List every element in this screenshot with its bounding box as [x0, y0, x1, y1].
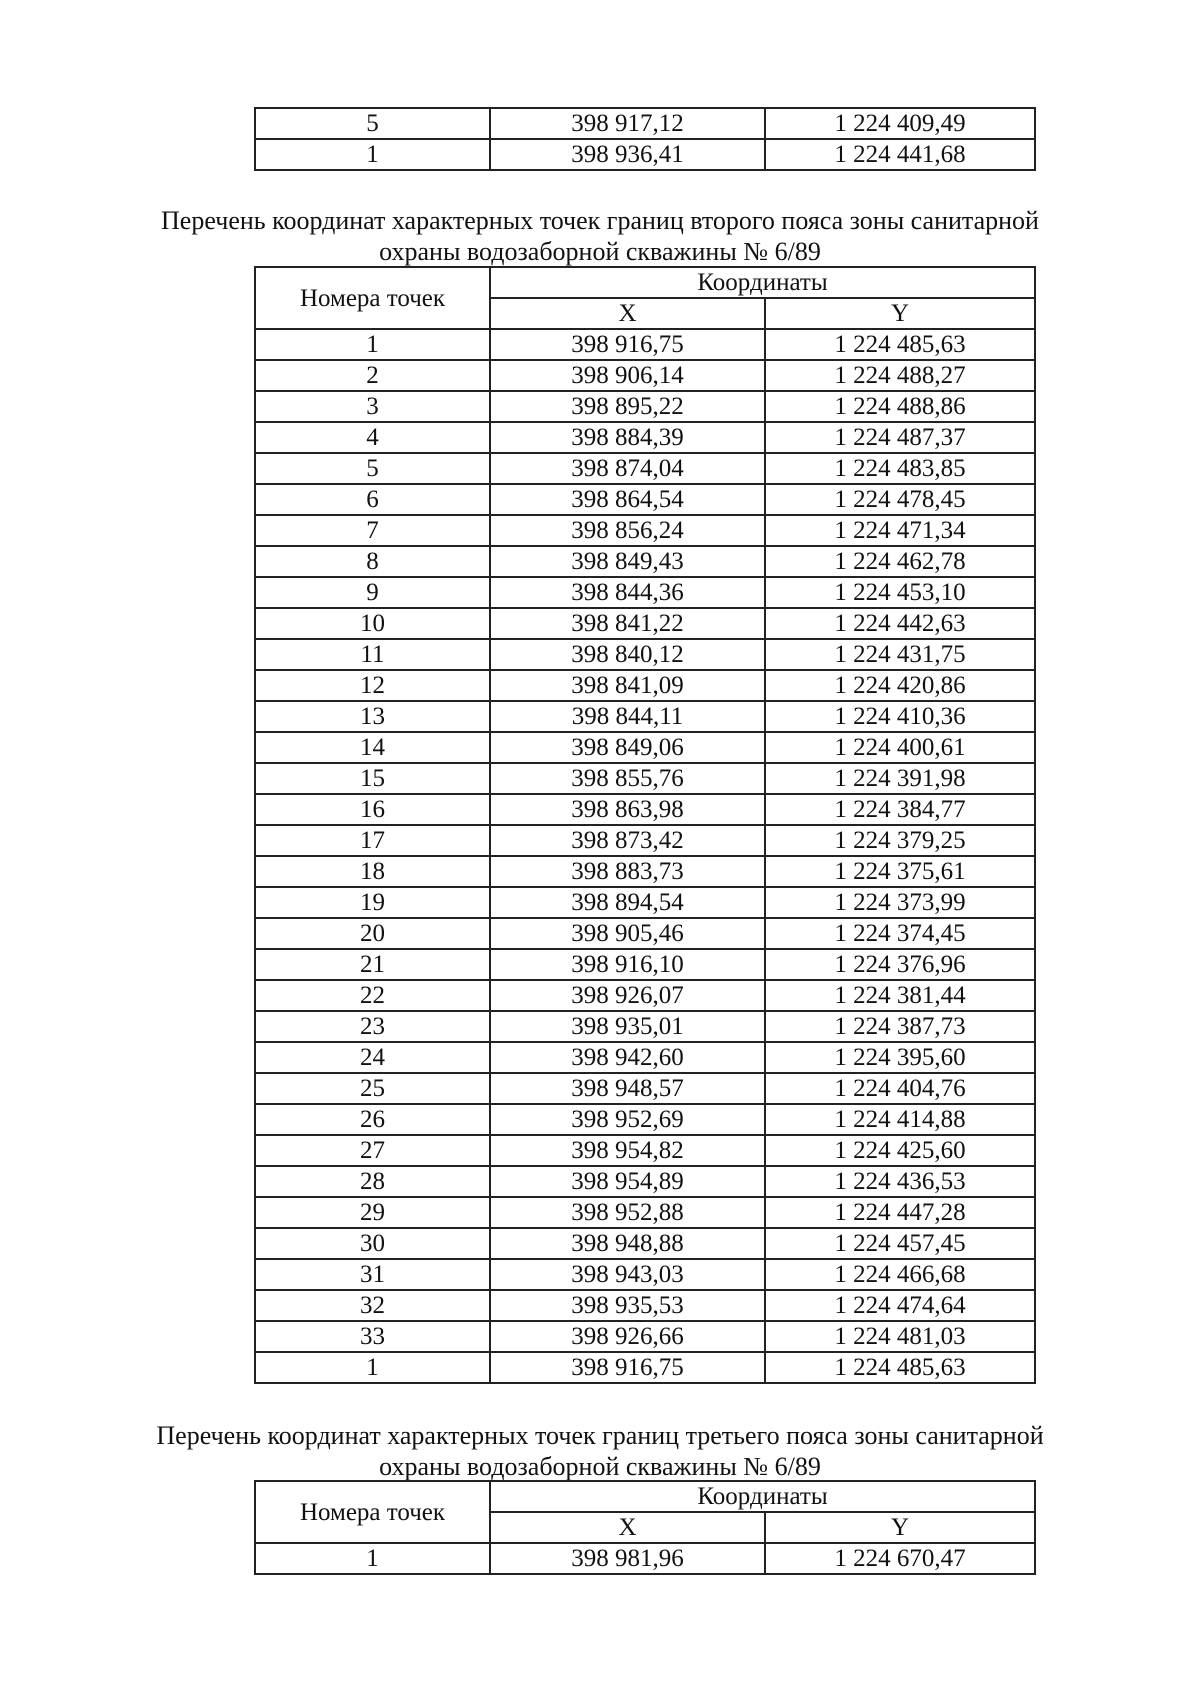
- y-coordinate-cell: 1 224 485,63: [765, 1352, 1035, 1383]
- x-column-header: X: [490, 298, 765, 329]
- point-number-cell: 6: [255, 484, 490, 515]
- point-number-cell: 19: [255, 887, 490, 918]
- point-number-cell: 23: [255, 1011, 490, 1042]
- x-column-header: X: [490, 1512, 765, 1543]
- y-coordinate-cell: 1 224 420,86: [765, 670, 1035, 701]
- table-row: [255, 918, 1035, 949]
- point-number-cell: 25: [255, 1073, 490, 1104]
- table-row: [255, 329, 1035, 360]
- table-row: [255, 484, 1035, 515]
- point-number-cell: 20: [255, 918, 490, 949]
- y-coordinate-cell: 1 224 410,36: [765, 701, 1035, 732]
- table-row: [255, 360, 1035, 391]
- point-number-cell: 14: [255, 732, 490, 763]
- point-number-cell: 30: [255, 1228, 490, 1259]
- section2-caption: [150, 205, 1050, 267]
- coordinates-column-header: Координаты: [490, 267, 1035, 298]
- x-coordinate-cell: 398 943,03: [490, 1259, 765, 1290]
- y-column-header: Y: [765, 1512, 1035, 1543]
- section3-caption: [150, 1420, 1050, 1482]
- point-number-cell: 12: [255, 670, 490, 701]
- y-coordinate-cell: 1 224 488,86: [765, 391, 1035, 422]
- y-coordinate-cell: 1 224 391,98: [765, 763, 1035, 794]
- point-number-cell: 1: [255, 1352, 490, 1383]
- section3-table-header: [255, 1481, 1035, 1543]
- y-coordinate-cell: 1 224 376,96: [765, 949, 1035, 980]
- header-row: [255, 267, 1035, 298]
- x-coordinate-cell: 398 855,76: [490, 763, 765, 794]
- top-coordinates-table: [254, 107, 1036, 171]
- points-column-header: Номера точек: [255, 1481, 490, 1543]
- table-row: [255, 794, 1035, 825]
- table-row: [255, 515, 1035, 546]
- x-coordinate-cell: 398 844,36: [490, 577, 765, 608]
- table-row: [255, 577, 1035, 608]
- y-coordinate-cell: 1 224 431,75: [765, 639, 1035, 670]
- table-row: [255, 701, 1035, 732]
- x-coordinate-cell: 398 894,54: [490, 887, 765, 918]
- section3-caption-line2: охраны водозаборной скважины № 6/89: [379, 1452, 821, 1481]
- y-coordinate-cell: 1 224 425,60: [765, 1135, 1035, 1166]
- y-coordinate-cell: 1 224 395,60: [765, 1042, 1035, 1073]
- point-number-cell: 4: [255, 422, 490, 453]
- y-column-header: Y: [765, 298, 1035, 329]
- point-number-cell: 1: [255, 1543, 490, 1574]
- table-row: [255, 825, 1035, 856]
- table-row: [255, 139, 1035, 170]
- point-number-cell: 9: [255, 577, 490, 608]
- x-coordinate-cell: 398 841,09: [490, 670, 765, 701]
- points-column-header: Номера точек: [255, 267, 490, 329]
- y-coordinate-cell: 1 224 381,44: [765, 980, 1035, 1011]
- table-row: [255, 887, 1035, 918]
- point-number-cell: 10: [255, 608, 490, 639]
- y-coordinate-cell: 1 224 466,68: [765, 1259, 1035, 1290]
- header-row: [255, 1481, 1035, 1512]
- y-coordinate-cell: 1 224 453,10: [765, 577, 1035, 608]
- x-coordinate-cell: 398 895,22: [490, 391, 765, 422]
- section2-coordinates-table: [254, 266, 1036, 1384]
- x-coordinate-cell: 398 873,42: [490, 825, 765, 856]
- y-coordinate-cell: 1 224 404,76: [765, 1073, 1035, 1104]
- x-coordinate-cell: 398 952,69: [490, 1104, 765, 1135]
- section3-caption-line1: Перечень координат характерных точек границ третьего пояса зоны санитарной: [156, 1421, 1044, 1450]
- x-coordinate-cell: 398 884,39: [490, 422, 765, 453]
- y-coordinate-cell: 1 224 373,99: [765, 887, 1035, 918]
- y-coordinate-cell: 1 224 447,28: [765, 1197, 1035, 1228]
- table-row: [255, 546, 1035, 577]
- y-coordinate-cell: 1 224 374,45: [765, 918, 1035, 949]
- y-coordinate-cell: 1 224 400,61: [765, 732, 1035, 763]
- table-row: [255, 1073, 1035, 1104]
- table-row: [255, 1290, 1035, 1321]
- section2-table-header: [255, 267, 1035, 329]
- x-coordinate-cell: 398 849,06: [490, 732, 765, 763]
- x-coordinate-cell: 398 906,14: [490, 360, 765, 391]
- point-number-cell: 22: [255, 980, 490, 1011]
- x-coordinate-cell: 398 844,11: [490, 701, 765, 732]
- table-row: [255, 763, 1035, 794]
- top-table-body: [255, 108, 1035, 170]
- x-coordinate-cell: 398 874,04: [490, 453, 765, 484]
- x-coordinate-cell: 398 856,24: [490, 515, 765, 546]
- y-coordinate-cell: 1 224 384,77: [765, 794, 1035, 825]
- table-row: [255, 1135, 1035, 1166]
- point-number-cell: 8: [255, 546, 490, 577]
- point-number-cell: 28: [255, 1166, 490, 1197]
- y-coordinate-cell: 1 224 409,49: [765, 108, 1035, 139]
- point-number-cell: 7: [255, 515, 490, 546]
- point-number-cell: 24: [255, 1042, 490, 1073]
- y-coordinate-cell: 1 224 436,53: [765, 1166, 1035, 1197]
- x-coordinate-cell: 398 864,54: [490, 484, 765, 515]
- table-row: [255, 1197, 1035, 1228]
- section2-table-body: [255, 329, 1035, 1383]
- section2-caption-line2: охраны водозаборной скважины № 6/89: [379, 237, 821, 266]
- y-coordinate-cell: 1 224 483,85: [765, 453, 1035, 484]
- x-coordinate-cell: 398 916,75: [490, 1352, 765, 1383]
- table-row: [255, 1543, 1035, 1574]
- x-coordinate-cell: 398 849,43: [490, 546, 765, 577]
- table-row: [255, 608, 1035, 639]
- y-coordinate-cell: 1 224 478,45: [765, 484, 1035, 515]
- x-coordinate-cell: 398 942,60: [490, 1042, 765, 1073]
- table-row: [255, 1321, 1035, 1352]
- y-coordinate-cell: 1 224 488,27: [765, 360, 1035, 391]
- table-row: [255, 108, 1035, 139]
- point-number-cell: 15: [255, 763, 490, 794]
- coordinates-column-header: Координаты: [490, 1481, 1035, 1512]
- x-coordinate-cell: 398 840,12: [490, 639, 765, 670]
- point-number-cell: 33: [255, 1321, 490, 1352]
- point-number-cell: 21: [255, 949, 490, 980]
- point-number-cell: 5: [255, 453, 490, 484]
- point-number-cell: 26: [255, 1104, 490, 1135]
- point-number-cell: 13: [255, 701, 490, 732]
- point-number-cell: 2: [255, 360, 490, 391]
- point-number-cell: 27: [255, 1135, 490, 1166]
- x-coordinate-cell: 398 954,82: [490, 1135, 765, 1166]
- x-coordinate-cell: 398 935,53: [490, 1290, 765, 1321]
- x-coordinate-cell: 398 926,07: [490, 980, 765, 1011]
- y-coordinate-cell: 1 224 485,63: [765, 329, 1035, 360]
- point-number-cell: 11: [255, 639, 490, 670]
- x-coordinate-cell: 398 952,88: [490, 1197, 765, 1228]
- table-row: [255, 1104, 1035, 1135]
- y-coordinate-cell: 1 224 442,63: [765, 608, 1035, 639]
- x-coordinate-cell: 398 926,66: [490, 1321, 765, 1352]
- x-coordinate-cell: 398 841,22: [490, 608, 765, 639]
- point-number-cell: 29: [255, 1197, 490, 1228]
- section2-caption-line1: Перечень координат характерных точек границ второго пояса зоны санитарной: [161, 206, 1039, 235]
- point-number-cell: 32: [255, 1290, 490, 1321]
- y-coordinate-cell: 1 224 457,45: [765, 1228, 1035, 1259]
- y-coordinate-cell: 1 224 375,61: [765, 856, 1035, 887]
- point-number-cell: 18: [255, 856, 490, 887]
- table-row: [255, 670, 1035, 701]
- y-coordinate-cell: 1 224 462,78: [765, 546, 1035, 577]
- y-coordinate-cell: 1 224 379,25: [765, 825, 1035, 856]
- y-coordinate-cell: 1 224 441,68: [765, 139, 1035, 170]
- y-coordinate-cell: 1 224 414,88: [765, 1104, 1035, 1135]
- x-coordinate-cell: 398 883,73: [490, 856, 765, 887]
- point-number-cell: 1: [255, 139, 490, 170]
- table-row: [255, 732, 1035, 763]
- x-coordinate-cell: 398 916,10: [490, 949, 765, 980]
- point-number-cell: 3: [255, 391, 490, 422]
- table-row: [255, 453, 1035, 484]
- x-coordinate-cell: 398 948,88: [490, 1228, 765, 1259]
- point-number-cell: 16: [255, 794, 490, 825]
- x-coordinate-cell: 398 981,96: [490, 1543, 765, 1574]
- x-coordinate-cell: 398 905,46: [490, 918, 765, 949]
- table-row: [255, 980, 1035, 1011]
- table-row: [255, 391, 1035, 422]
- table-row: [255, 1259, 1035, 1290]
- y-coordinate-cell: 1 224 487,37: [765, 422, 1035, 453]
- x-coordinate-cell: 398 935,01: [490, 1011, 765, 1042]
- y-coordinate-cell: 1 224 481,03: [765, 1321, 1035, 1352]
- point-number-cell: 1: [255, 329, 490, 360]
- section3-table-body: [255, 1543, 1035, 1574]
- point-number-cell: 5: [255, 108, 490, 139]
- x-coordinate-cell: 398 916,75: [490, 329, 765, 360]
- table-row: [255, 1166, 1035, 1197]
- table-row: [255, 1042, 1035, 1073]
- table-row: [255, 422, 1035, 453]
- point-number-cell: 17: [255, 825, 490, 856]
- x-coordinate-cell: 398 948,57: [490, 1073, 765, 1104]
- section3-coordinates-table: [254, 1480, 1036, 1575]
- x-coordinate-cell: 398 954,89: [490, 1166, 765, 1197]
- table-row: [255, 1228, 1035, 1259]
- table-row: [255, 856, 1035, 887]
- y-coordinate-cell: 1 224 474,64: [765, 1290, 1035, 1321]
- point-number-cell: 31: [255, 1259, 490, 1290]
- table-row: [255, 1011, 1035, 1042]
- x-coordinate-cell: 398 917,12: [490, 108, 765, 139]
- x-coordinate-cell: 398 936,41: [490, 139, 765, 170]
- y-coordinate-cell: 1 224 670,47: [765, 1543, 1035, 1574]
- y-coordinate-cell: 1 224 387,73: [765, 1011, 1035, 1042]
- table-row: [255, 1352, 1035, 1383]
- x-coordinate-cell: 398 863,98: [490, 794, 765, 825]
- table-row: [255, 949, 1035, 980]
- table-row: [255, 639, 1035, 670]
- y-coordinate-cell: 1 224 471,34: [765, 515, 1035, 546]
